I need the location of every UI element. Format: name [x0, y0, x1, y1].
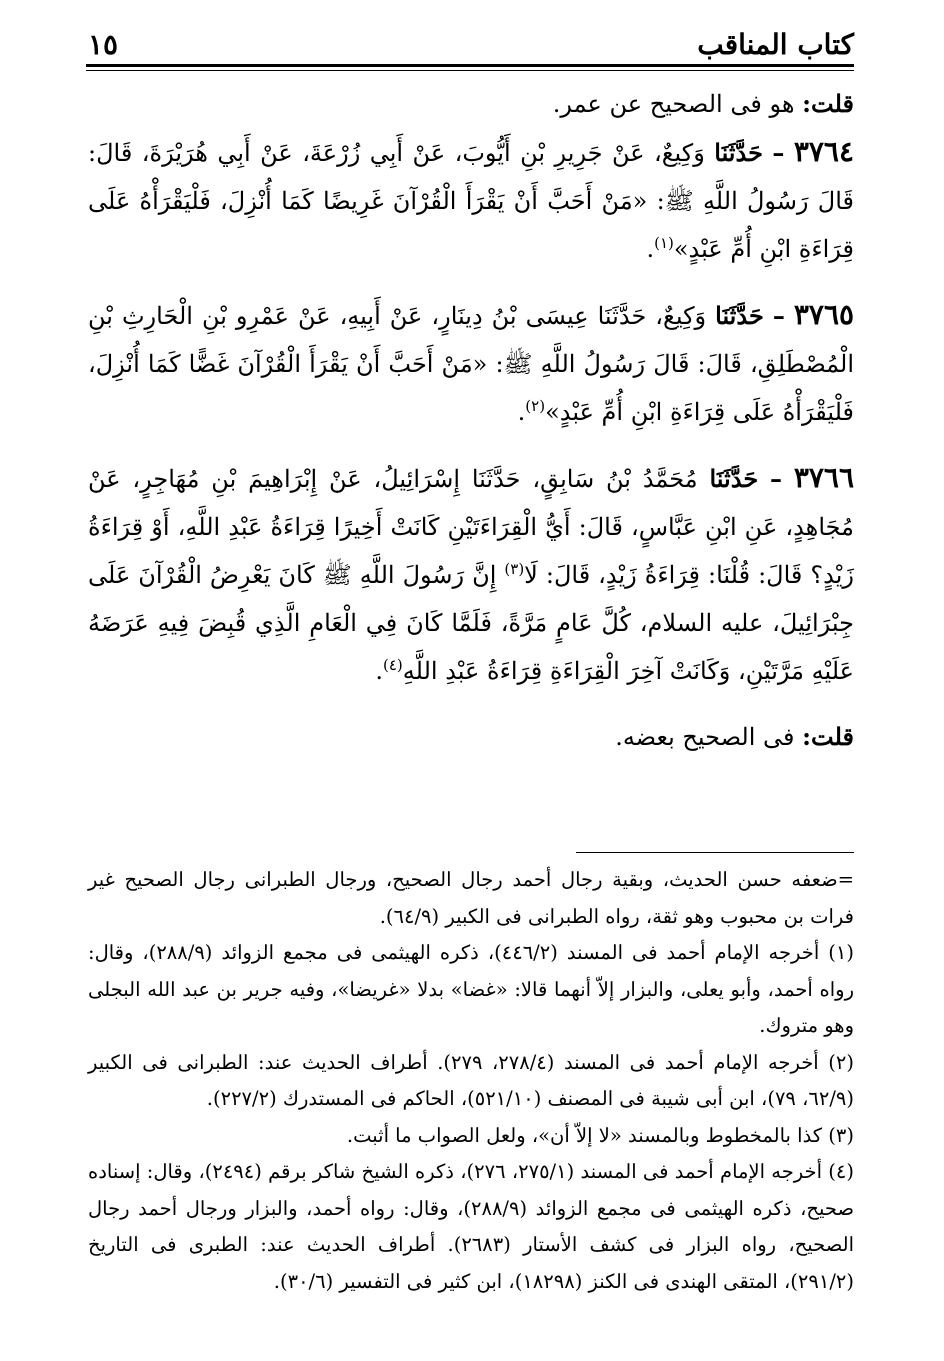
hadith-text: مُحَمَّدُ بْنُ سَابِقٍ، حَدَّثَنَا إِسْرَائِيلُ، عَنْ إِبْرَاهِيمَ بْنِ مُهَاجِرٍ، عَنْ مُجَاهِدٍ، عَنِ ابْنِ عَبَّاسٍ، قَالَ: أَيُّ الْقِرَاءَتَيْنِ كَانَتْ أَخِيرًا قِرَاءَةُ عَبْدِ اللَّهِ، أَوْ قِرَاءَةُ زَيْدٍ؟ قَالَ: قُلْنَا: قِرَاءَةُ زَيْدٍ، قَالَ: لَا [88, 465, 854, 589]
footnotes [88, 862, 854, 1300]
running-header [88, 24, 854, 64]
note-text: هو فى الصحيح عن عمر. [552, 90, 795, 118]
hadith-number: ٣٧٦٤ [793, 135, 854, 168]
hadith-text-continued: إِنَّ رَسُولَ اللَّهِ ﷺ كَانَ يَعْرِضُ الْقُرْآنَ عَلَى جِبْرَائِيلَ، عليه السلام، كُلَّ عَامٍ مَرَّةً، فَلَمَّا كَانَ فِي الْعَامِ الَّذِي قُبِضَ فِيهِ عَرَضَهُ عَلَيْهِ مَرَّتَيْنِ، وَكَانَتْ آخِرَ الْقِرَاءَةِ قِرَاءَةُ عَبْدِ اللَّهِ [88, 561, 854, 685]
hadith-3765: ٣٧٦٥ – حَدَّثَنَا وَكِيعٌ، حَدَّثَنَا عِيسَى بْنُ دِينَارٍ، عَنْ أَبِيهِ، عَنْ عَمْرِو بْنِ الْحَارِثِ بْنِ الْمُصْطَلِقِ، قَالَ: قَالَ رَسُولُ اللَّهِ ﷺ: «مَنْ أَحَبَّ أَنْ يَقْرَأَ الْقُرْآنَ غَضًّا كَمَا أُنْزِلَ، فَلْيَقْرَأْهُ عَلَى قِرَاءَةِ ابْنِ أُمِّ عَبْدٍ»$^{(٢)}$. [88, 298, 855, 426]
hadith-text: وَكِيعٌ، حَدَّثَنَا عِيسَى بْنُ دِينَارٍ، عَنْ أَبِيهِ، عَنْ عَمْرِو بْنِ الْحَارِثِ بْنِ الْمُصْطَلِقِ، قَالَ: قَالَ رَسُولُ اللَّهِ ﷺ: «مَنْ أَحَبَّ أَنْ يَقْرَأَ الْقُرْآنَ غَضًّا كَمَا أُنْزِلَ، فَلْيَقْرَأْهُ عَلَى قِرَاءَةِ ابْنِ أُمِّ عَبْدٍ» [88, 302, 855, 426]
footnote-3: (٣) كذا بالمخطوط وبالمسند «لا إلاّ أن»، ولعل الصواب ما أثبت. [346, 1123, 854, 1147]
footnote-ref-4[interactable]: (٤) [383, 656, 403, 674]
note-top [88, 80, 854, 128]
hadith-lead: حَدَّثَنَا [709, 464, 759, 493]
header-rule-thick [86, 64, 854, 67]
footnote-continued: =ضعفه حسن الحديث، وبقية رجال أحمد رجال الصحيح، ورجال الطبرانى رجال الصحيح غير فرات بن محبوب وهو ثقة، رواه الطبرانى فى الكبير (٦٤/٩). [88, 868, 854, 928]
page-number: ١٥ [88, 28, 119, 61]
footnote-separator [576, 852, 854, 853]
note-bottom [88, 713, 854, 761]
footnote-1: (١) أخرجه الإمام أحمد فى المسند (٤٤٦/٢)، ذكره الهيثمى فى مجمع الزوائد (٢٨٨/٩)، وقال: رواه أحمد، وأبو يعلى، والبزار إلاّ أنهما قالا: «غضا» بدلا «غريضا»، وفيه جرير بن عبد الله البجلى وهو متروك. [88, 941, 854, 1037]
hadith-3766: ٣٧٦٦ – حَدَّثَنَا مُحَمَّدُ بْنُ سَابِقٍ، حَدَّثَنَا إِسْرَائِيلُ، عَنْ إِبْرَاهِيمَ بْنِ مُهَاجِرٍ، عَنْ مُجَاهِدٍ، عَنِ ابْنِ عَبَّاسٍ، قَالَ: أَيُّ الْقِرَاءَتَيْنِ كَانَتْ أَخِيرًا قِرَاءَةُ عَبْدِ اللَّهِ، أَوْ قِرَاءَةُ زَيْدٍ؟ قَالَ: قُلْنَا: قِرَاءَةُ زَيْدٍ، قَالَ: لَا$^{(٣)}$ إِنَّ رَسُولَ اللَّهِ ﷺ كَانَ يَعْرِضُ الْقُرْآنَ عَلَى جِبْرَائِيلَ، عليه السلام، كُلَّ عَامٍ مَرَّةً، فَلَمَّا كَانَ فِي الْعَامِ الَّذِي قُبِضَ فِيهِ عَرَضَهُ عَلَيْهِ مَرَّتَيْنِ، وَكَانَتْ آخِرَ الْقِرَاءَةِ قِرَاءَةُ عَبْدِ اللَّهِ$^{(٤)}$. [88, 461, 854, 685]
hadith-text: وَكِيعٌ، عَنْ جَرِيرِ بْنِ أَيُّوبَ، عَنْ أَبِي زُرْعَةَ، عَنْ أَبِي هُرَيْرَةَ، قَالَ: قَالَ رَسُولُ اللَّهِ ﷺ: «مَنْ أَحَبَّ أَنْ يَقْرَأَ الْقُرْآنَ غَرِيضًا كَمَا أُنْزِلَ، فَلْيَقْرَأْهُ عَلَى قِرَاءَةِ ابْنِ أُمِّ عَبْدٍ» [88, 139, 854, 263]
hadith-lead: حَدَّثَنَا [714, 138, 763, 167]
footnote-ref-2[interactable]: (٢) [525, 397, 546, 415]
note-label: قلت: [802, 722, 854, 751]
hadith-number: ٣٧٦٥ [793, 298, 855, 331]
footnote-ref-3[interactable]: (٣) [504, 560, 525, 578]
footnote-4: (٤) أخرجه الإمام أحمد فى المسند (٢٧٥/١، ٢٧٦)، ذكره الشيخ شاكر برقم (٢٤٩٤)، وقال: إسناده صحيح، ذكره الهيثمى فى مجمع الزوائد (٢٨٨/٩)، وقال: رواه أحمد، والبزار ورجال أحمد رجال الصحيح، رواه البزار فى كشف الأستار (٢٦٨٣). أطراف الحديث عند: الطبرى فى التاريخ (٢٩١/٢)، المتقى الهندى فى الكنز (١٨٢٩٨)، ابن كثير فى التفسير (٣٠/٦). [88, 1160, 855, 1293]
hadith-number: ٣٧٦٦ [793, 461, 854, 494]
hadith-3764: ٣٧٦٤ – حَدَّثَنَا وَكِيعٌ، عَنْ جَرِيرِ بْنِ أَيُّوبَ، عَنْ أَبِي زُرْعَةَ، عَنْ أَبِي هُرَيْرَةَ، قَالَ: قَالَ رَسُولُ اللَّهِ ﷺ: «مَنْ أَحَبَّ أَنْ يَقْرَأَ الْقُرْآنَ غَرِيضًا كَمَا أُنْزِلَ، فَلْيَقْرَأْهُ عَلَى قِرَاءَةِ ابْنِ أُمِّ عَبْدٍ»$^{(١)}$. [88, 135, 854, 263]
main-text [88, 80, 854, 761]
note-text: فى الصحيح بعضه. [615, 723, 795, 751]
book-section-title: كتاب المناقب [697, 28, 854, 61]
hadith-lead: حَدَّثَنَا [715, 301, 764, 330]
note-label: قلت: [802, 89, 854, 118]
header-rule-thin [86, 70, 854, 71]
footnote-ref-1[interactable]: (١) [654, 234, 674, 252]
footnote-2: (٢) أخرجه الإمام أحمد فى المسند (٢٧٨/٤، ٢٧٩). أطراف الحديث عند: الطبرانى فى الكبير (٦٢/٩، ٧٩)، ابن أبى شيبة فى المصنف (٥٢١/١٠)، الحاكم فى المستدرك (٢٢٧/٢). [88, 1050, 854, 1110]
